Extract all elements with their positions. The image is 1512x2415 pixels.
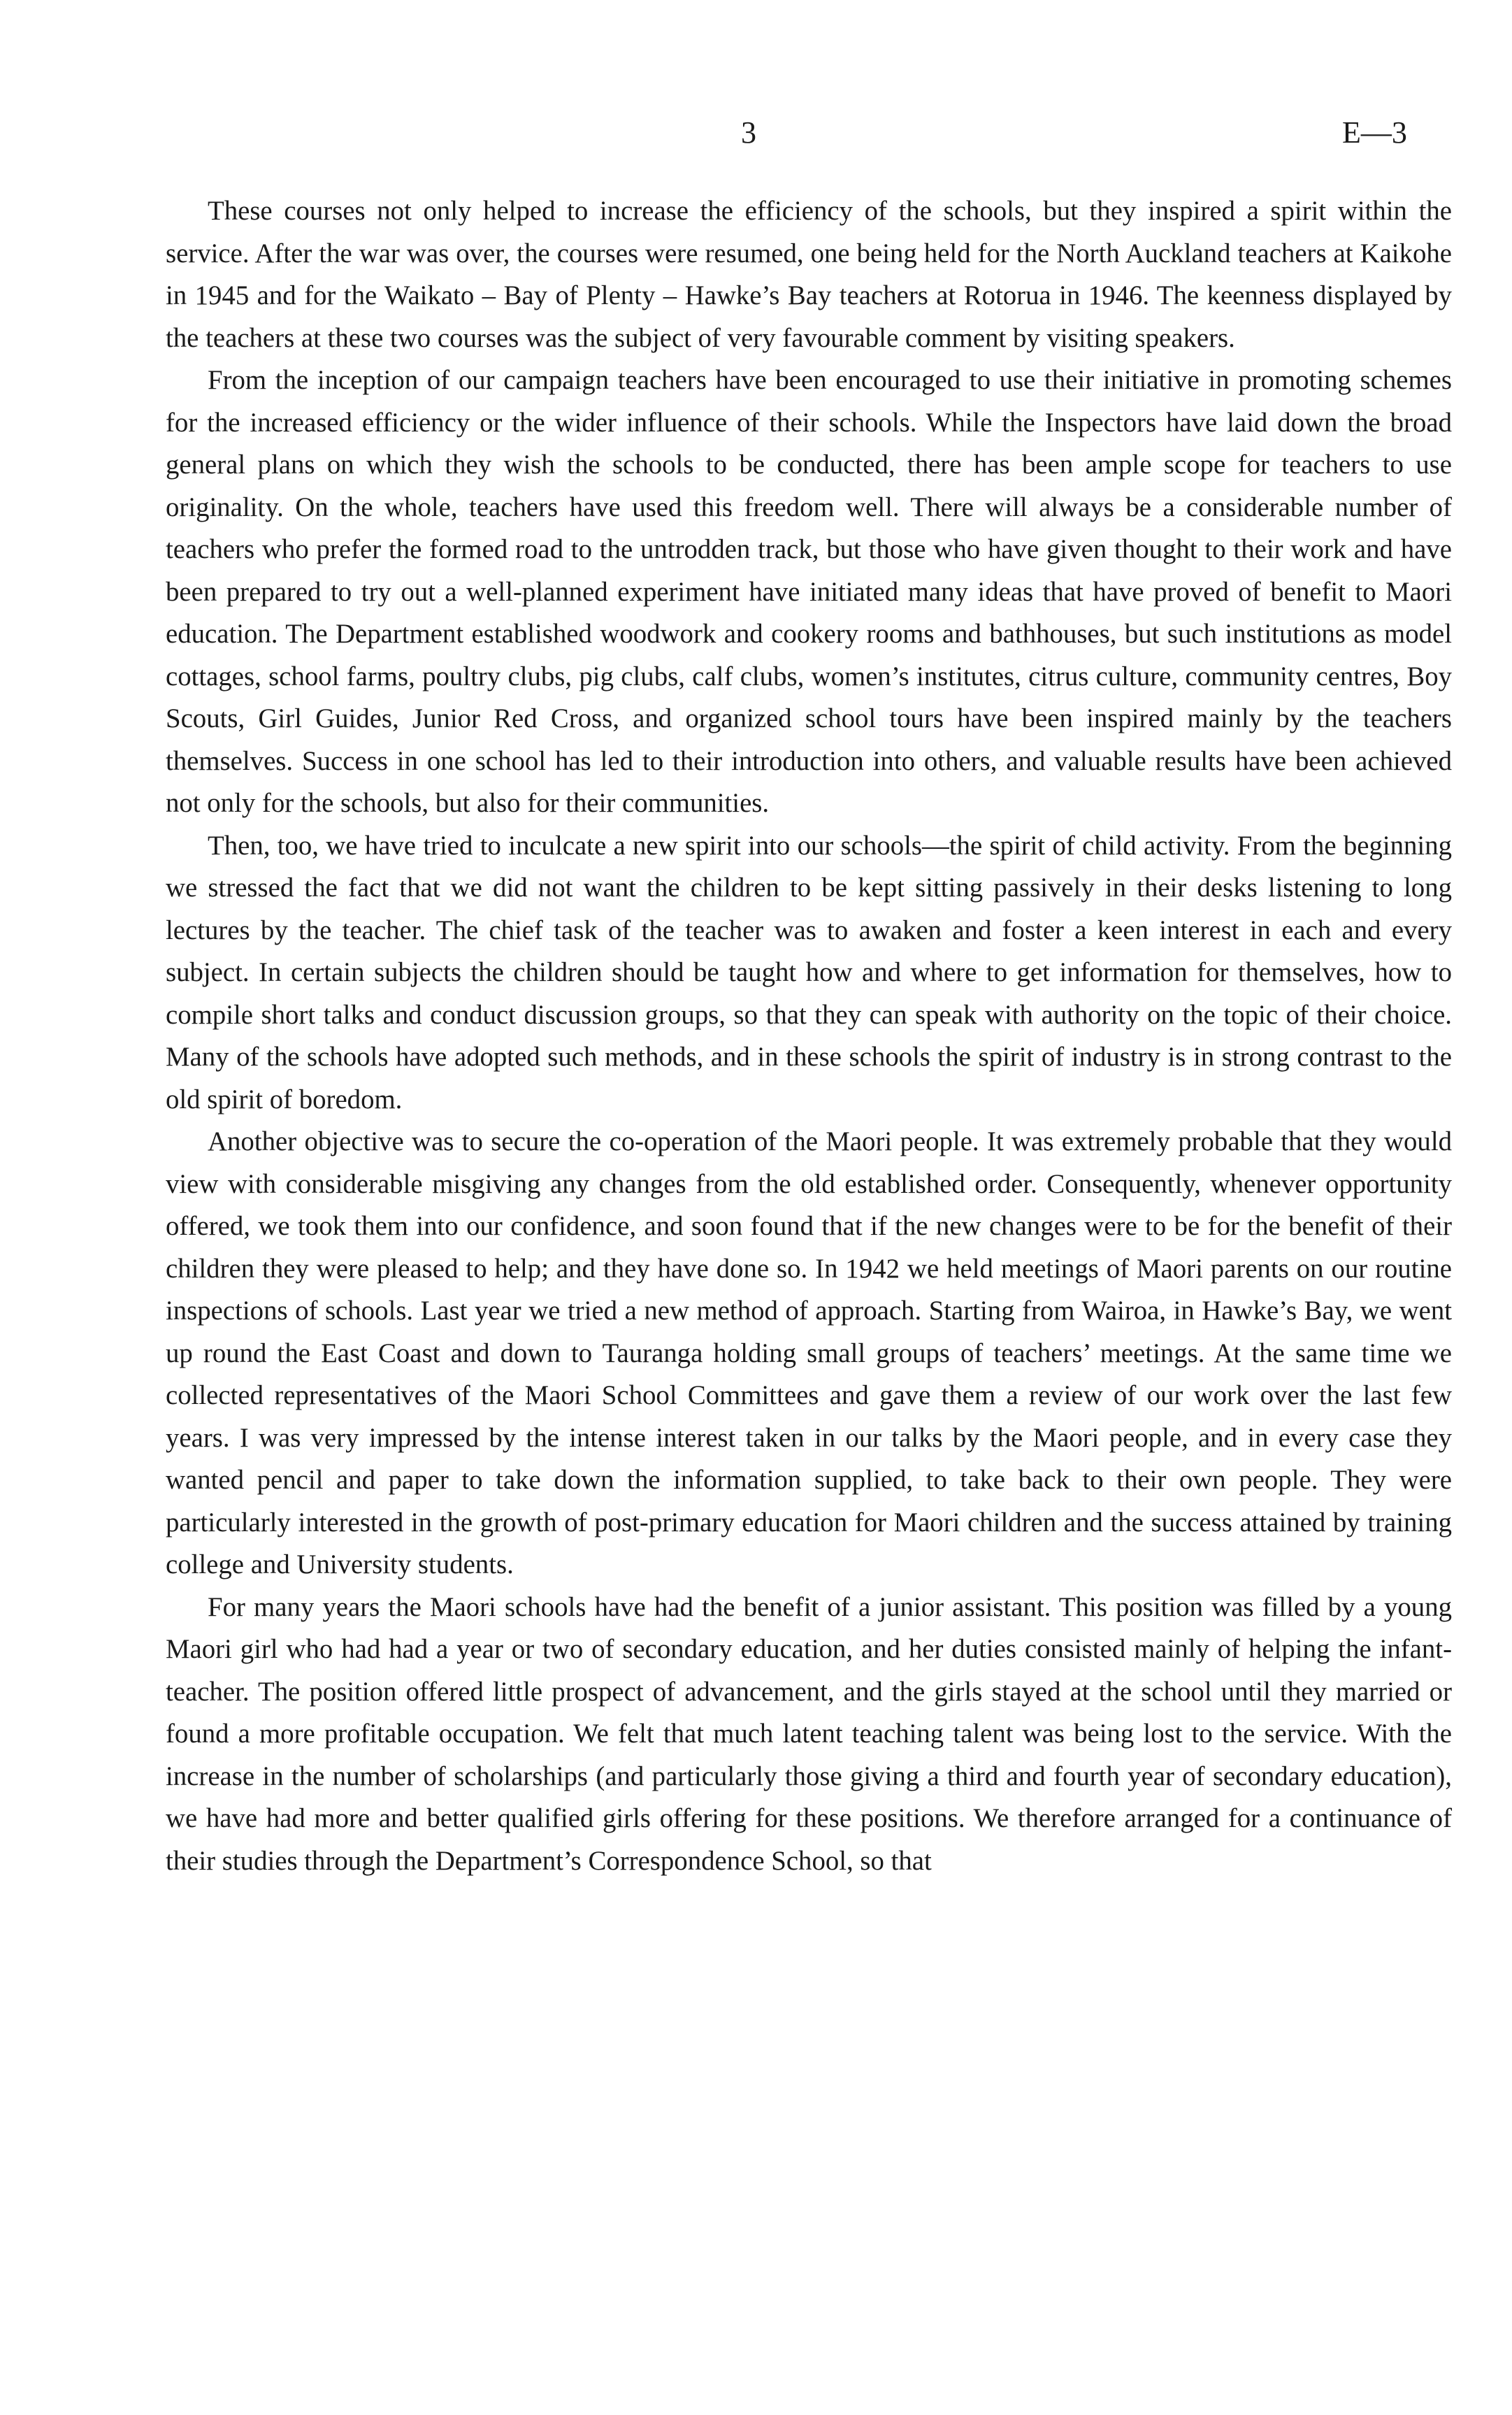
page-number: 3 [741,115,756,150]
paragraph: Another objective was to secure the co-operation of the Maori people. It was extremely probable that they would view with considerable misgiving any changes from the old established order. Consequently, whenever opportunity offered, we took them into our confidence, and soon found that if the new changes were to be for the benefit of their children they were pleased to help; and they have done so. In 1942 we held meetings of Maori parents on our routine inspections of schools. Last year we tried a new method of approach. Starting from Wairoa, in Hawke’s Bay, we went up round the East Coast and down to Tauranga holding small groups of teachers’ meetings. At the same time we collected representatives of the Maori School Committees and gave them a review of our work over the last few years. I was very impressed by the intense interest taken in our talks by the Maori people, and in every case they wanted pencil and paper to take down the information supplied, to take back to their own people. They were particularly interested in the growth of post-primary education for Maori children and the success attained by training college and University students. [166,1126,1452,1579]
page-reference: E—3 [1342,115,1407,150]
paragraph: These courses not only helped to increase the efficiency of the schools, but they inspired a spirit within the service. After the war was over, the courses were resumed, one being held for the North Auckland teachers at Kaikohe in 1945 and for the Waikato – Bay of Plenty – Hawke’s Bay teachers at Rotorua in 1946. The keenness displayed by the teachers at these two courses was the subject of very favourable comment by visiting speakers. [166,196,1452,353]
paragraph: From the inception of our campaign teachers have been encouraged to use their initiative in promoting schemes for the increased efficiency or the wider influence of their schools. While the Inspectors have laid down the broad general plans on which they wish the schools to be conducted, there has been ample scope for teachers to use originality. On the whole, teachers have used this freedom well. There will always be a considerable number of teachers who prefer the formed road to the untrodden track, but those who have given thought to their work and have been prepared to try out a well-planned experiment have initiated many ideas that have proved of benefit to Maori education. The Department established woodwork and cookery rooms and bathhouses, but such institutions as model cottages, school farms, poultry clubs, pig clubs, calf clubs, women’s institutes, citrus culture, community centres, Boy Scouts, Girl Guides, Junior Red Cross, and organized school tours have been inspired mainly by the teachers themselves. Success in one school has led to their introduction into others, and valuable results have been achieved not only for the schools, but also for their communities. [166,365,1452,818]
paragraph: Then, too, we have tried to inculcate a new spirit into our schools—the spirit of child activity. From the beginning we stressed the fact that we did not want the children to be kept sitting passively in their desks listening to long lectures by the teacher. The chief task of the teacher was to awaken and foster a keen interest in each and every subject. In certain subjects the children should be taught how and where to get information for themselves, how to compile short talks and conduct discussion groups, so that they can speak with authority on the topic of their choice. Many of the schools have adopted such methods, and in these schools the spirit of industry is in strong contrast to the old spirit of boredom. [166,830,1452,1115]
body-text [166,190,1452,1882]
paragraph: For many years the Maori schools have had the benefit of a junior assistant. This position was filled by a young Maori girl who had had a year or two of secondary education, and her duties consisted mainly of helping the infant-teacher. The position offered little prospect of advancement, and the girls stayed at the school until they married or found a more profitable occupation. We felt that much latent teaching talent was being lost to the service. With the increase in the number of scholarships (and particularly those giving a third and fourth year of secondary education), we have had more and better qualified girls offering for these positions. We therefore arranged for a continuance of their studies through the Department’s Correspondence School, so that [166,1591,1452,1876]
